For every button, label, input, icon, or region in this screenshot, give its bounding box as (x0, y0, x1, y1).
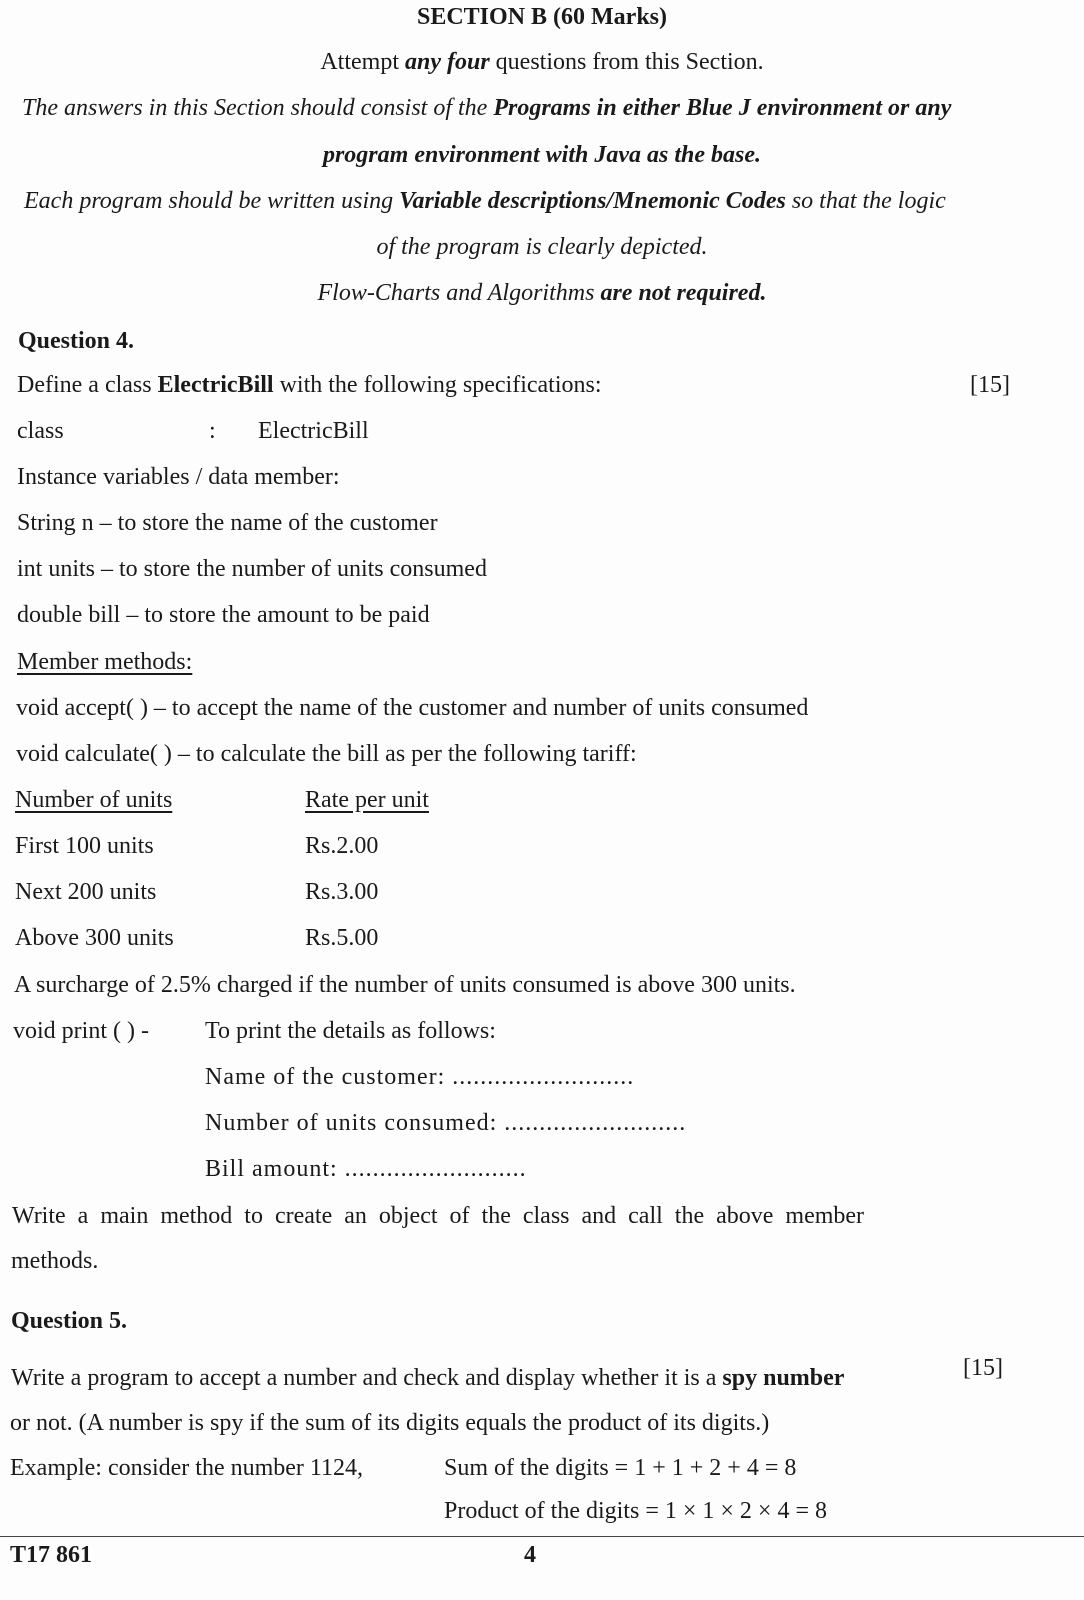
tariff-row-rate: Rs.3.00 (305, 879, 379, 905)
q5-example-label: Example: consider the number 1124, (10, 1455, 364, 1481)
q4-main-method-line2: methods. (11, 1248, 99, 1274)
q5-line2: or not. (A number is spy if the sum of its digits equals the product of its digits.) (10, 1410, 770, 1436)
program-instruction-line2: of the program is clearly depicted. (376, 234, 708, 260)
q4-variable-bill: double bill – to store the amount to be paid (17, 602, 430, 628)
q4-method-accept: void accept( ) – to accept the name of the customer and number of units consumed (16, 695, 809, 721)
attempt-instruction: Attempt any four questions from this Section. (320, 49, 764, 75)
q5-sum-of-digits: Sum of the digits = 1 + 1 + 2 + 4 = 8 (444, 1455, 797, 1481)
q4-main-method-line1: Write a main method to create an object of the class and call the above member (12, 1203, 865, 1229)
footer-code: T17 861 (10, 1542, 93, 1568)
tariff-row-units: First 100 units (15, 833, 154, 859)
section-title: SECTION B (60 Marks) (416, 4, 668, 30)
flowchart-instruction: Flow-Charts and Algorithms are not required. (317, 280, 767, 306)
q4-marks: [15] (970, 372, 1010, 398)
question-4-heading: Question 4. (18, 328, 135, 354)
tariff-row-units: Above 300 units (15, 925, 174, 951)
q4-define-class: Define a class ElectricBill with the following specifications: (17, 372, 602, 398)
answers-instruction-line1: The answers in this Section should consist of the Programs in either Blue J environment or any (22, 95, 952, 121)
q5-product-of-digits: Product of the digits = 1 × 1 × 2 × 4 = 8 (444, 1498, 827, 1524)
tariff-header-rate: Rate per unit (305, 787, 429, 813)
q4-class-label: class (17, 418, 64, 444)
q4-print-description: To print the details as follows: (205, 1018, 496, 1044)
q5-marks: [15] (963, 1355, 1003, 1381)
q4-methods-heading: Member methods: (17, 649, 193, 675)
q5-line1: Write a program to accept a number and check and display whether it is a spy number (11, 1365, 845, 1391)
q4-method-print: void print ( ) - (13, 1018, 149, 1044)
q4-print-line-name: Name of the customer: .......................... (205, 1064, 635, 1090)
program-instruction-line1: Each program should be written using Variable descriptions/Mnemonic Codes so that the logic (24, 188, 946, 214)
tariff-row-units: Next 200 units (15, 879, 157, 905)
q4-variable-name: String n – to store the name of the customer (17, 510, 438, 536)
tariff-row-rate: Rs.5.00 (305, 925, 379, 951)
q4-method-calculate: void calculate( ) – to calculate the bill as per the following tariff: (16, 741, 637, 767)
footer-page-number: 4 (524, 1542, 536, 1568)
q4-print-line-units: Number of units consumed: .......................... (205, 1110, 687, 1136)
q4-class-colon: : (209, 418, 216, 444)
tariff-row-rate: Rs.2.00 (305, 833, 379, 859)
q4-surcharge: A surcharge of 2.5% charged if the number of units consumed is above 300 units. (14, 972, 796, 998)
q4-instance-heading: Instance variables / data member: (17, 464, 340, 490)
answers-instruction-line2: program environment with Java as the base. (322, 142, 762, 168)
q4-class-value: ElectricBill (258, 418, 369, 444)
q4-print-line-bill: Bill amount: .......................... (205, 1156, 527, 1182)
question-5-heading: Question 5. (11, 1308, 128, 1334)
footer-rule (0, 1536, 1084, 1537)
tariff-header-units: Number of units (15, 787, 173, 813)
q4-variable-units: int units – to store the number of units consumed (17, 556, 487, 582)
